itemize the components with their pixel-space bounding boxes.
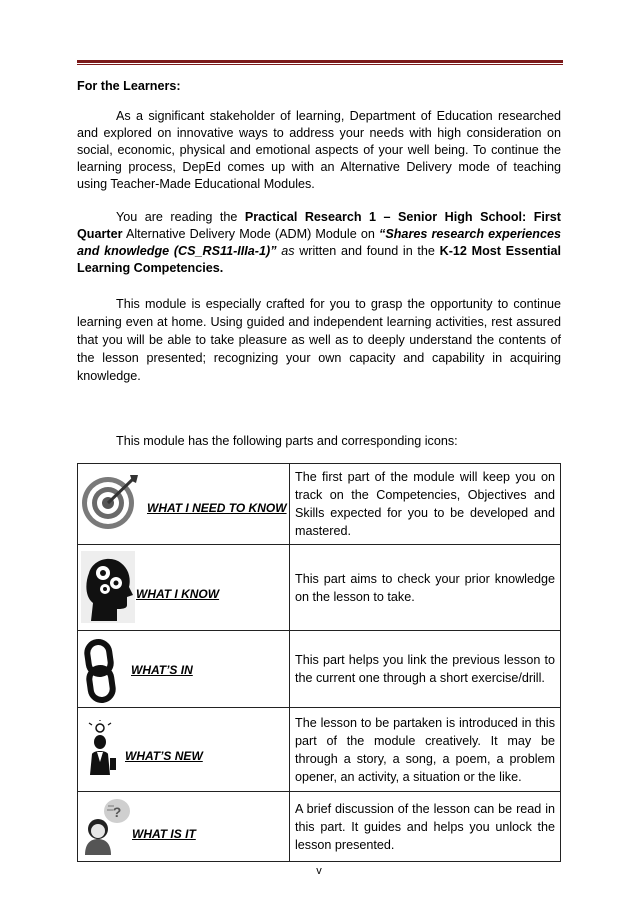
target-icon (80, 471, 140, 536)
module-intro (77, 78, 561, 862)
intro-paragraph-4: This module has the following parts and corresponding icons: (116, 434, 458, 448)
part-description: The lesson to be partaken is introduced in this part of the module creatively. It may be through a story, a song, a poem, a problem opener, an activity, a situation or the like. (290, 708, 561, 792)
part-description: This part helps you link the previous lesson to the current one through a short exercise/drill. (290, 631, 561, 708)
table-row (78, 708, 561, 792)
module-title: Practical Research 1 – Senior High School: First Quarter (77, 210, 562, 241)
text: written and found in the (294, 244, 440, 258)
head-gears-icon (81, 551, 135, 628)
part-label: WHAT’S NEW (125, 749, 203, 763)
intro-paragraph-3: This module is especially crafted for you to grasp the opportunity to continue learning even at home. Using guided and independent learning activities, rest assured that you will be able to take pleasure as well as to deeply understand the contents of the lesson presented; recognizing your own capacity and capability in acquiring knowledge. (77, 297, 561, 383)
header-rule-thin (77, 64, 563, 65)
part-label: WHAT I KNOW (136, 587, 220, 601)
part-label-cell (78, 792, 290, 862)
chain-link-icon (82, 639, 118, 708)
part-description: The first part of the module will keep you on track on the Competencies, Objectives and Skills expected for you to be developed and mastered. (290, 464, 561, 545)
table-row (78, 631, 561, 708)
part-label: WHAT I NEED TO KNOW (147, 501, 287, 515)
part-label-cell (78, 545, 290, 631)
table-row (78, 545, 561, 631)
thinking-girl-icon (83, 797, 131, 860)
part-label: WHAT IS IT (132, 827, 196, 841)
intro-paragraph-1: As a significant stakeholder of learning, Department of Education researched and explored on innovative ways to address your needs with high consideration on social, economic, physical and emotional aspects of your well being. To continue the learning process, DepEd comes up with an Alternative Delivery mode of teaching using Teacher-Made Educational Modules. (77, 109, 561, 191)
page-number: v (316, 865, 322, 877)
part-label-cell (78, 464, 290, 545)
part-description: This part aims to check your prior knowledge on the lesson to take. (290, 545, 561, 631)
text: as (276, 244, 295, 258)
part-label: WHAT’S IN (131, 663, 193, 677)
table-row (78, 792, 561, 862)
text: Alternative Delivery Mode (ADM) Module on (122, 227, 380, 241)
part-description: A brief discussion of the lesson can be read in this part. It guides and helps you unlock the lesson presented. (290, 792, 561, 862)
table-row (78, 464, 561, 545)
text: You are reading the (116, 210, 245, 224)
part-label-cell (78, 708, 290, 792)
header-rule (77, 60, 563, 63)
lightbulb-person-icon (86, 720, 120, 781)
section-heading: For the Learners: (77, 79, 181, 93)
svg-text:?: ? (112, 804, 122, 820)
module-parts-table (77, 463, 561, 862)
part-label-cell (78, 631, 290, 708)
intro-paragraph-2 (77, 209, 561, 277)
competency-title: “Shares research experiences and knowledge (CS_RS11-IIIa-1)” (77, 227, 561, 258)
melc-title: K-12 Most Essential Learning Competencies. (77, 244, 561, 275)
